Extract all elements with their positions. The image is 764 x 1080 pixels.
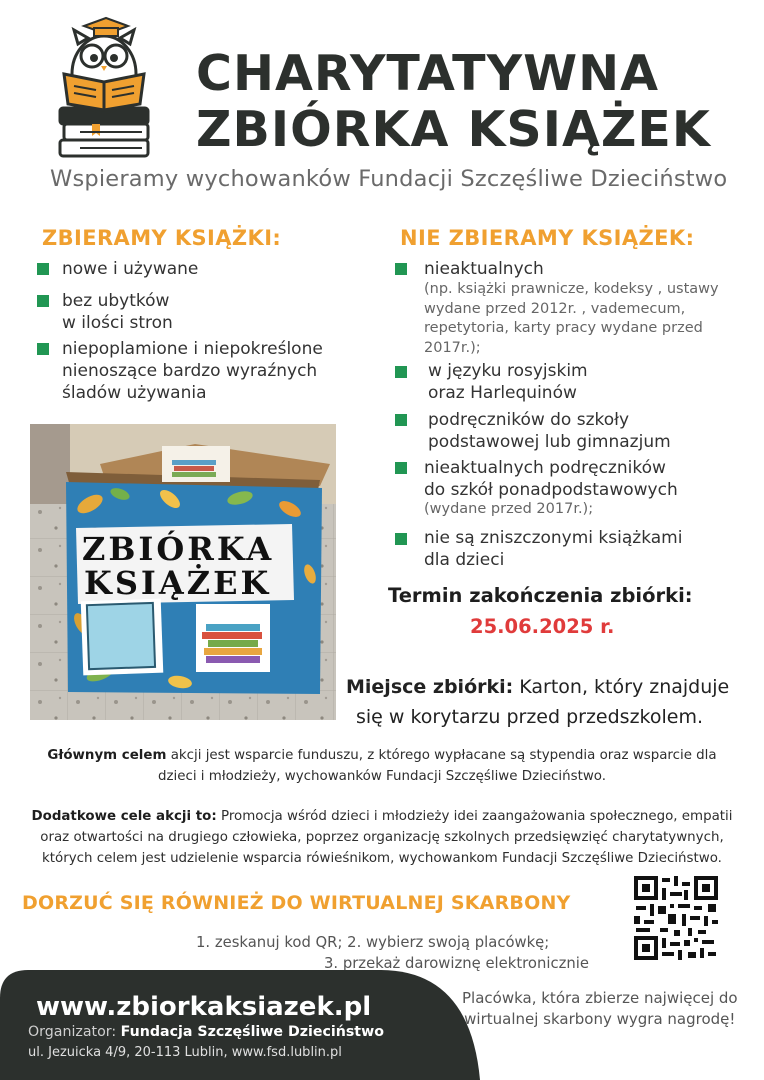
website-link[interactable]: www.zbiorkaksiazek.pl — [36, 992, 372, 1022]
bullet-icon — [395, 462, 407, 474]
owl-logo-icon — [52, 16, 164, 166]
extra-goals-paragraph: Dodatkowe cele akcji to: Promocja wśród dzieci i młodzieży idei zaangażowania społecznego, empatii oraz otwartości na drugiego człowieka, poprzez organizację szkolnych przedsięwzięć charytatywnych, których celem jest udzielenie wsparcia rówieśnikom, wychowankom Fundacji Szczęśliwe Dzieciństwo. — [31, 809, 733, 866]
not-collect-item-3: podręczników do szkoły podstawowej lub gimnazjum — [428, 410, 671, 452]
not-collect-item-4-note: (wydane przed 2017r.); — [424, 501, 594, 517]
bullet-icon — [395, 414, 407, 426]
address-line: ul. Jezuicka 4/9, 20-113 Lublin, www.fsd.lublin.pl — [28, 1045, 342, 1060]
bullet-icon — [395, 263, 407, 275]
bullet-icon — [37, 263, 49, 275]
box-label-line-2: KSIĄŻEK — [84, 564, 272, 602]
donation-box-photo — [30, 424, 336, 720]
prize-note: Placówka, która zbierze najwięcej do wirtualnej skarbony wygra nagrodę! — [462, 989, 738, 1028]
not-collect-item-1-note: (np. książki prawnicze, kodeksy , ustawy wydane przed 2012r. , vademecum, repetytoria, karty pracy wydane przed 2017r.); — [424, 281, 719, 356]
title-line-1: CHARYTATYWNA — [196, 45, 660, 102]
main-goal-paragraph: Głównym celem akcji jest wsparcie funduszu, z którego wypłacane są stypendia oraz wsparcie dla dzieci i młodzieży, wychowanków Fundacji Szczęśliwe Dzieciństwo. — [47, 748, 717, 784]
not-collect-item-1: nieaktualnych — [424, 259, 544, 279]
organizer-line: Organizator: Fundacja Szczęśliwe Dzieciństwo — [28, 1024, 384, 1040]
bullet-icon — [37, 343, 49, 355]
not-collect-item-4: nieaktualnych podręczników do szkół ponadpodstawowych — [424, 458, 678, 500]
deadline-date: 25.06.2025 r. — [470, 615, 615, 638]
not-collect-item-2: w języku rosyjskim oraz Harlequinów — [428, 361, 588, 403]
bullet-icon — [395, 366, 407, 378]
title-line-2: ZBIÓRKA KSIĄŻEK — [196, 101, 711, 158]
collect-item-2: bez ubytków w ilości stron — [62, 291, 173, 333]
collect-item-3: niepoplamione i niepokreślone nienoszące bardzo wyraźnych śladów używania — [62, 339, 323, 403]
subtitle: Wspieramy wychowanków Fundacji Szczęśliwe Dzieciństwo — [50, 166, 728, 192]
qr-steps: 1. zeskanuj kod QR; 2. wybierz swoją placówkę; 3. przekaż darowiznę elektronicznie — [196, 934, 589, 972]
bullet-icon — [37, 295, 49, 307]
not-collect-heading: NIE ZBIERAMY KSIĄŻEK: — [400, 226, 695, 250]
not-collect-item-5: nie są zniszczonymi książkami dla dzieci — [424, 528, 683, 570]
qr-code-icon[interactable] — [632, 874, 720, 962]
box-label-line-1: ZBIÓRKA — [82, 530, 275, 568]
virtual-box-heading: DORZUĆ SIĘ RÓWNIEŻ DO WIRTUALNEJ SKARBONY — [22, 892, 571, 914]
deadline-label: Termin zakończenia zbiórki: — [388, 584, 693, 607]
collect-heading: ZBIERAMY KSIĄŻKI: — [42, 226, 282, 250]
place-text: Miejsce zbiórki: Karton, który znajduje się w korytarzu przed przedszkolem. — [346, 676, 730, 728]
collect-item-1: nowe i używane — [62, 259, 199, 279]
bullet-icon — [395, 533, 407, 545]
